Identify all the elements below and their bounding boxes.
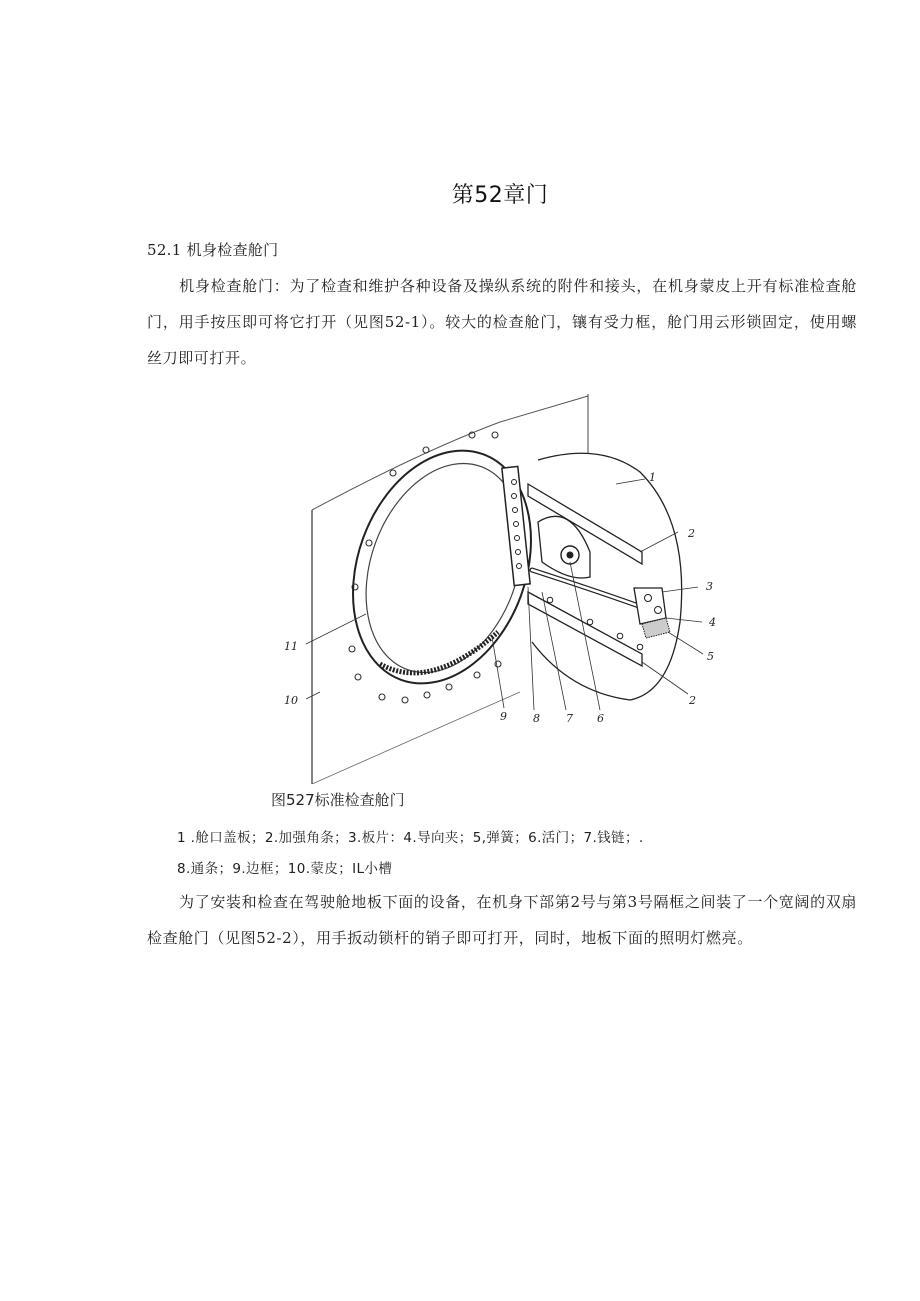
callout-label: 6	[597, 712, 604, 725]
figure-caption: 图527标准检查舱门	[271, 791, 405, 809]
callout-label: 10	[284, 694, 298, 707]
callout-label: 5	[707, 650, 714, 663]
inspection-door-figure	[270, 392, 720, 784]
callout-label: 11	[284, 640, 298, 653]
callout-label: 8	[533, 712, 540, 725]
paragraph-1	[147, 268, 857, 376]
callout-label: 2	[689, 694, 696, 707]
callout-label: 4	[709, 616, 716, 629]
paragraph-1-text: 机身检查舱门：为了检查和维护各种设备及操纵系统的附件和接头，在机身蒙皮上开有标准检查舱门，用手按压即可将它打开（见图52-1）。较大的检查舱门，镶有受力框，舱门用云形锁固定，使用螺丝刀即可打开。	[147, 277, 857, 367]
figure-legend-line-1: 1 .舱口盖板；2.加强角条；3.板片：4.导向夹；5,弹簧；6.活门；7.钱链；.	[177, 830, 644, 846]
chapter-title: 第52章门	[451, 183, 549, 208]
section-heading: 52.1 机身检查舱门	[147, 241, 279, 259]
callout-label: 2	[688, 527, 695, 540]
paragraph-2-text: 为了安装和检查在驾驶舱地板下面的设备，在机身下部第2号与第3号隔框之间装了一个宽阔的双扇检查舱门（见图52-2），用手扳动锁杆的销子即可打开，同时，地板下面的照明灯燃亮。	[147, 893, 857, 947]
inspection-door-drawing	[270, 392, 720, 784]
callout-label: 3	[706, 580, 713, 593]
callout-label: 9	[500, 710, 507, 723]
figure-legend-line-2: 8.通条；9.边框；10.蒙皮；IL小槽	[177, 861, 393, 877]
callout-label: 7	[566, 712, 573, 725]
callout-label: 1	[649, 471, 656, 484]
paragraph-2	[147, 884, 857, 956]
